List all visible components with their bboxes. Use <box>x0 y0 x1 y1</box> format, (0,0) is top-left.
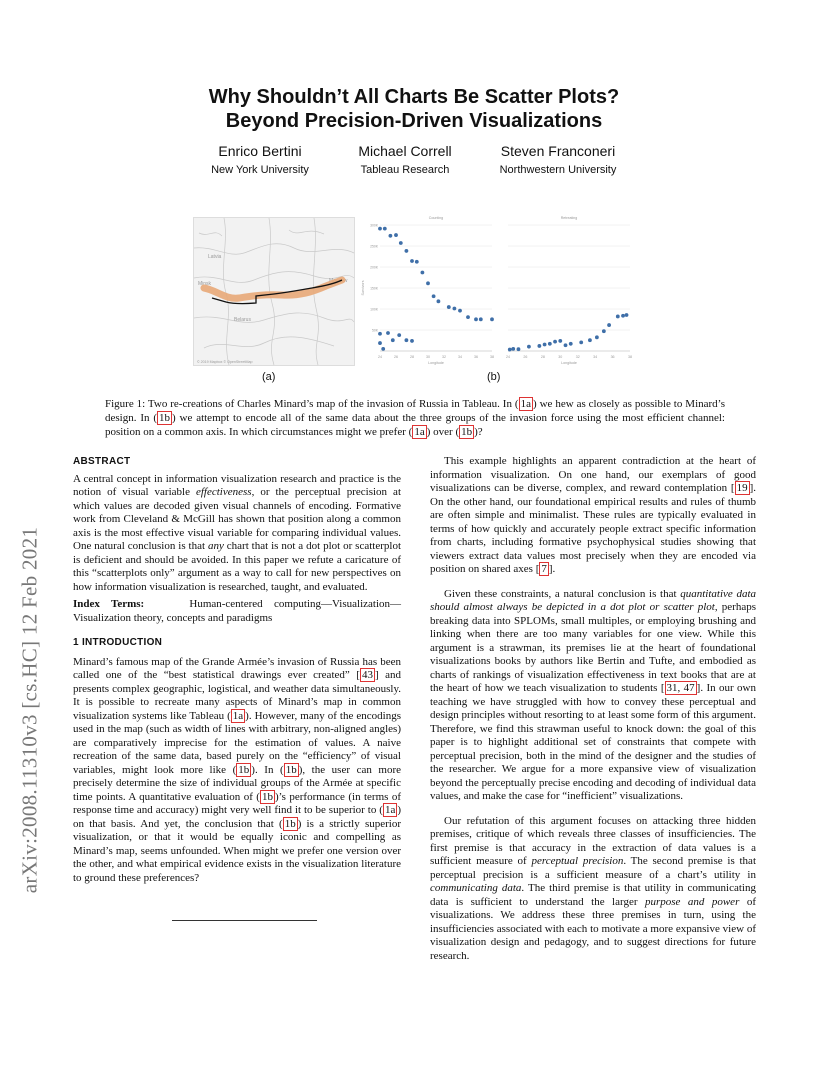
x-axis-label: Longitude <box>428 361 444 365</box>
data-point <box>466 315 470 319</box>
data-point <box>621 314 625 318</box>
figure-ref-link[interactable]: 1b <box>285 763 297 776</box>
intro-text: ) on that basis. And yet, the conclusion that ( <box>73 804 401 830</box>
abstract-heading: ABSTRACT <box>73 456 131 467</box>
author-name: Enrico Bertini <box>218 143 302 159</box>
figure-ref-link[interactable]: 1a <box>232 709 244 722</box>
data-point <box>383 227 387 231</box>
data-point <box>386 331 390 335</box>
paper-title <box>0 85 828 133</box>
figure-1b-scatter <box>362 213 632 369</box>
y-tick-label: 100K <box>370 307 378 312</box>
data-point <box>391 338 395 342</box>
x-tick-label: 26 <box>523 355 528 359</box>
right-column <box>430 455 756 963</box>
y-tick-label: 50K <box>371 328 378 333</box>
body-text: . <box>552 563 556 575</box>
data-point <box>410 259 414 263</box>
data-point <box>569 342 573 346</box>
index-terms <box>73 598 401 625</box>
body-text: This example highlights an apparent contradiction at the heart of information visualization. On one hand, our exemplars of good visualizations can be diverse, complex, and reward contemplation <box>430 455 756 494</box>
map-svg <box>194 218 354 365</box>
data-point <box>579 340 583 344</box>
body-text: . In our own teaching we have struggled with how to convey these perceptual and design principles without resorting to at least some form of this argument. Therefore, we find this strawman useful to knock down: the goal of this paper is to highlight additional set of constraints that compete with perceptual precision, both in the mind of the designer and the studies of the researcher. We argue for a more expansive view of visualization beyond the perceptually precise encoding and decoding of individual data values, and make the case for “inefficient” visualizations. <box>430 682 756 802</box>
map-label-region-top: Latvia <box>208 254 222 260</box>
data-point <box>588 338 592 342</box>
data-point <box>511 347 515 351</box>
body-text: . The third premise is that utility in communicating data is sufficient to understand the larger <box>430 882 756 908</box>
abstract-emphasis: effectiveness <box>195 486 252 498</box>
abstract-text: , or the perceptual precision at which values are decoded given visual channels of encoding. Formative work from Cleveland & McGill has shown that position along a common axis is the most effective visual variable for comparing individual values. One natural conclusion is that <box>73 486 401 552</box>
abstract-emphasis: any <box>207 540 224 552</box>
author-name: Steven Franconeri <box>500 143 616 159</box>
body-text: , perhaps breaking data into SPLOMs, small multiples, or employing brushing and linking when there are too many variables for one view. While this argument is a strawman, its premises lie at the heart of foundational visualizations books by authors like Bertin and Tufte, and embodied as charts of rankings of visualization effectiveness in text books that are at the heart of how we teach visualization to students <box>430 601 756 694</box>
figure-ref-link[interactable]: 1b <box>159 412 170 424</box>
title-line-1: Why Shouldn’t All Charts Be Scatter Plots? <box>208 86 620 108</box>
figure-ref-link[interactable]: 1b <box>461 426 473 438</box>
author-2 <box>325 143 485 178</box>
author-1 <box>180 143 340 178</box>
abstract-text: chart that is not a dot plot or scatterplot is deficient and should be avoided. In this paper we refute a caricature of this “scatterplots only” argument as a way to call for new perspectives on how information visualization is researched, taught, and evaluated. <box>73 540 402 593</box>
caption-text: we hew as closely as possible to Minard’s design. In <box>105 398 726 424</box>
data-point <box>432 294 436 298</box>
data-point <box>453 307 457 311</box>
caption-text: Figure 1: Two re-creations of Charles Minard’s map of the invasion of Russia in Tableau. In <box>105 398 515 410</box>
data-point <box>553 340 557 344</box>
x-tick-label: 28 <box>410 355 414 359</box>
scatter-svg <box>362 213 632 369</box>
x-axis-label: Longitude <box>561 361 577 365</box>
data-point <box>378 332 382 336</box>
index-terms-label: Index Terms: <box>73 598 145 610</box>
data-point <box>607 323 611 327</box>
author-affiliation: Tableau Research <box>360 164 450 176</box>
x-tick-label: 24 <box>378 355 382 359</box>
body-emphasis: purpose and power <box>644 895 740 908</box>
data-point <box>548 342 552 346</box>
right-paragraph-3 <box>430 815 756 964</box>
left-column <box>73 455 401 885</box>
author-affiliation: Northwestern University <box>499 164 617 176</box>
body-text: . The second premise is that perceptual precision is a sufficient measure of a chart’s utility in <box>430 855 756 881</box>
caption-text: over <box>430 426 456 438</box>
intro-body: Minard’s famous map of the Grande Armée’s invasion of Russia has been called one of the “best statistical drawings ever created” [ 43 ] and presents complex geographic, logistical, and weather data simultaneously. It is possible to recreate many aspects of Minard’s map in common visualization systems like Tableau ( 1a ). However, many of the encodings used in the map (such as width of lines with arbitrary, non-aligned angles) are comparatively imprecise for the estimation of values. A naive recreation of the same data, based purely on the “efficiency” of visual variables, might look more like ( 1b ). In ( 1b ), the user can more precisely determine the size of individual groups of the Armée at specific time points. A quantitative evaluation of ( 1b )’s performance (in terms of response time and accuracy) might very well find it to be superior to ( 1a ) on that basis. And yet, the conclusion that ( 1b ) is a strictly superior visualization, or that it would be equally iconic and compelling as Minard’s map, seems unfounded. When might we prefer one version over the other, and what empirical evidence exists in the visualization literature to ground these preferences? <box>73 655 402 884</box>
data-point <box>558 339 562 343</box>
abstract-body <box>73 473 401 595</box>
data-point <box>437 299 441 303</box>
figure-ref-link[interactable]: 1b <box>284 817 296 830</box>
citation-link[interactable]: 43 <box>361 669 373 681</box>
data-point <box>543 343 547 347</box>
arxiv-stamp <box>2 470 58 950</box>
abstract-text: A central concept in information visualization research and practice is the notion of visual variable <box>73 472 401 498</box>
x-tick-label: 30 <box>558 355 563 359</box>
figure-caption: Figure 1: Two re-creations of Charles Minard’s map of the invasion of Russia in Tableau. In ( 1a ) we hew as closely as possible to Minard’s design. In ( 1b ) we attempt to encode all of the same data about the three groups of the invasion force using the most efficient channel: position on a common axis. In which circumstances might we prefer ( 1a ) over ( 1b )? <box>105 398 726 438</box>
x-tick-label: 34 <box>458 355 462 359</box>
body-text: of visualizations. We address these three premises in turn, using the insufficiencies associated with each to motivate a more expansive view of visualization design and pedagogy, and to suggest directions for future research. <box>430 895 756 962</box>
data-point <box>426 281 430 285</box>
data-point <box>602 329 606 333</box>
intro-text: Minard’s famous map of the Grande Armée’s invasion of Russia has been called one of the “best statistical drawings ever created” <box>73 655 401 681</box>
data-point <box>378 341 382 345</box>
intro-text: ). However, many of the encodings used in the map (such as width of lines with arbitrary, non-aligned angles) are comparatively imprecise for the estimation of values. A naive recreation of the same data, based purely on the “efficiency” of visual variables, might look more like ( <box>73 709 401 776</box>
data-point <box>397 333 401 337</box>
x-tick-label: 36 <box>610 355 615 359</box>
intro-text: ), the user can more precisely determine the size of individual groups of the Armée at specific time points. A quantitative evaluation of ( <box>73 763 402 803</box>
y-tick-label: 150K <box>370 286 378 291</box>
y-tick-label: 250K <box>370 244 378 249</box>
figure-ref-link[interactable]: 1a <box>384 804 396 816</box>
intro-heading: 1 INTRODUCTION <box>73 637 163 648</box>
subfigure-label-a: (a) <box>262 371 276 383</box>
body-emphasis: communicating data <box>430 882 522 894</box>
data-point <box>415 260 419 264</box>
data-point <box>474 317 478 321</box>
x-tick-label: 28 <box>540 355 545 359</box>
body-text: Given these constraints, a natural conclusion is that <box>444 587 681 600</box>
body-emphasis: quantitative data should almost always be depicted in a dot plot or scatter plot <box>430 587 756 613</box>
x-tick-label: 24 <box>506 355 510 359</box>
x-tick-label: 32 <box>442 355 446 359</box>
data-point <box>508 348 512 352</box>
body-text: . On the other hand, our foundational empirical results and rules of thumb are often simple and minimalist. These rules are typically evaluated in terms of how quickly and accurately people extract specific information from charts, including formative psychophysical studies showing that viewers extract data values most precisely when they are encoded via position on shared axes <box>430 482 756 575</box>
data-point <box>595 335 599 339</box>
data-point <box>490 317 494 321</box>
data-point <box>405 338 409 342</box>
title-line-2: Beyond Precision-Driven Visualizations <box>225 110 603 132</box>
citation-link[interactable]: 7 <box>541 563 547 575</box>
data-point <box>421 271 425 275</box>
author-3 <box>478 143 638 178</box>
data-point <box>527 345 531 349</box>
figure-ref-link[interactable]: 1b <box>261 790 273 803</box>
x-tick-label: 38 <box>628 355 632 359</box>
x-tick-label: 38 <box>490 355 494 359</box>
data-point <box>537 344 541 348</box>
map-label-city-right: Moscow <box>329 278 348 284</box>
figure-ref-link[interactable]: 1b <box>238 763 250 776</box>
figure-ref-link[interactable]: 1a <box>414 426 425 438</box>
caption-text: we attempt to encode all of the same data about the three groups of the invasion force using the most efficient channel: position on a common axis. In which circumstances might we prefer <box>105 412 725 438</box>
map-label-city-left: Minsk <box>198 281 212 287</box>
body-emphasis: perceptual precision <box>531 855 624 867</box>
arxiv-stamp-text: arXiv:2008.11310v3 [cs.HC] 12 Feb 2021 <box>17 526 42 894</box>
right-paragraph-2: Given these constraints, a natural conclusion is that quantitative data should almost always be depicted in a dot plot or scatter plot, perhaps breaking data into SPLOMs, small multiples, or employing brushing and linking when there are too many variables for one view. While this argument is a strawman, its premises lie at the heart of foundational visualizations books by authors like Bertin and Tufte, and embodied as charts of rankings of visualization effectiveness in text books that are at the heart of how we teach visualization to students [ 31, 47 ]. In our own teaching we have struggled with how to convey these perceptual and design principles without resorting to at least some form of this argument. Therefore, we find this strawman useful to knock down: the goal of this paper is to highlight additional set of constraints that compete with perceptual precision, both in the mind of the designer and the studies of the researcher. We argue for a more expansive view of visualization beyond the perceptually precise encoding and decoding of individual data values, and make the case for “inefficient” visualizations. <box>430 587 756 802</box>
x-tick-label: 32 <box>575 355 580 359</box>
data-point <box>399 241 403 245</box>
data-point <box>458 309 462 313</box>
x-tick-label: 36 <box>474 355 478 359</box>
data-point <box>625 313 629 317</box>
y-tick-label: 300K <box>370 223 378 228</box>
y-axis-label: Survivors <box>361 280 365 296</box>
subfigure-label-b: (b) <box>487 371 501 383</box>
data-point <box>616 315 620 319</box>
x-tick-label: 30 <box>426 355 430 359</box>
data-point <box>389 234 393 238</box>
right-paragraph-1: This example highlights an apparent contradiction at the heart of information visualization. On one hand, our exemplars of good visualizations can be diverse, complex, and reward contemplation [ 19 ]. On the other hand, our foundational empirical results and rules of thumb are often simple and minimalist. These rules are typically evaluated in terms of how quickly and accurately people extract specific information from charts, including formative psychophysical studies showing that viewers extract data values most precisely when they are encoded via position on shared axes [ 7 ]. <box>430 455 756 575</box>
intro-text: ) is a strictly superior visualization, or that it would be equally iconic and compelling as Minard’s map, seems unfounded. When might we prefer one version over the other, and what empirical evidence exists in the visualization literature to ground these preferences? <box>73 817 401 884</box>
data-point <box>410 339 414 343</box>
data-point <box>378 227 382 231</box>
data-point <box>447 305 451 309</box>
author-affiliation: New York University <box>211 164 309 176</box>
x-tick-label: 34 <box>593 355 598 359</box>
chart-title: Counting <box>428 216 444 220</box>
citation-link[interactable]: 31, 47 <box>666 682 695 694</box>
footnote-rule <box>172 920 317 921</box>
data-point <box>381 347 385 351</box>
map-credit: © 2019 Mapbox © OpenStreetMap <box>197 360 253 364</box>
data-point <box>517 347 521 351</box>
data-point <box>394 233 398 237</box>
data-point <box>405 249 409 253</box>
index-terms-text: Human-centered computing—Visualization—Visualization theory, concepts and paradigms <box>73 598 402 624</box>
intro-text: )’s performance (in terms of response time and accuracy) might very well find it to be superior to ( <box>73 790 401 816</box>
figure-ref-link[interactable]: 1a <box>520 398 531 410</box>
map-label-region-bottom: Belarus <box>234 317 251 323</box>
citation-link[interactable]: 19 <box>736 482 748 494</box>
x-tick-label: 26 <box>394 355 398 359</box>
caption-text: ? <box>477 426 483 438</box>
chart-title: Retreating <box>560 216 578 220</box>
figure-1a-map <box>193 217 355 366</box>
intro-text: and presents complex geographic, logistical, and weather data simultaneously. It is possible to recreate many aspects of Minard’s map in common visualization systems like Tableau ( <box>73 669 401 722</box>
author-name: Michael Correll <box>358 143 452 159</box>
body-text: Our refutation of this argument focuses on attacking three hidden premises, critique of which reveals three classes of insufficiencies. The first premise is that accuracy in the extraction of data values is a sufficient measure of <box>430 814 756 867</box>
data-point <box>479 317 483 321</box>
y-tick-label: 200K <box>370 265 378 270</box>
intro-text: ). In ( <box>251 763 284 776</box>
data-point <box>564 343 568 347</box>
